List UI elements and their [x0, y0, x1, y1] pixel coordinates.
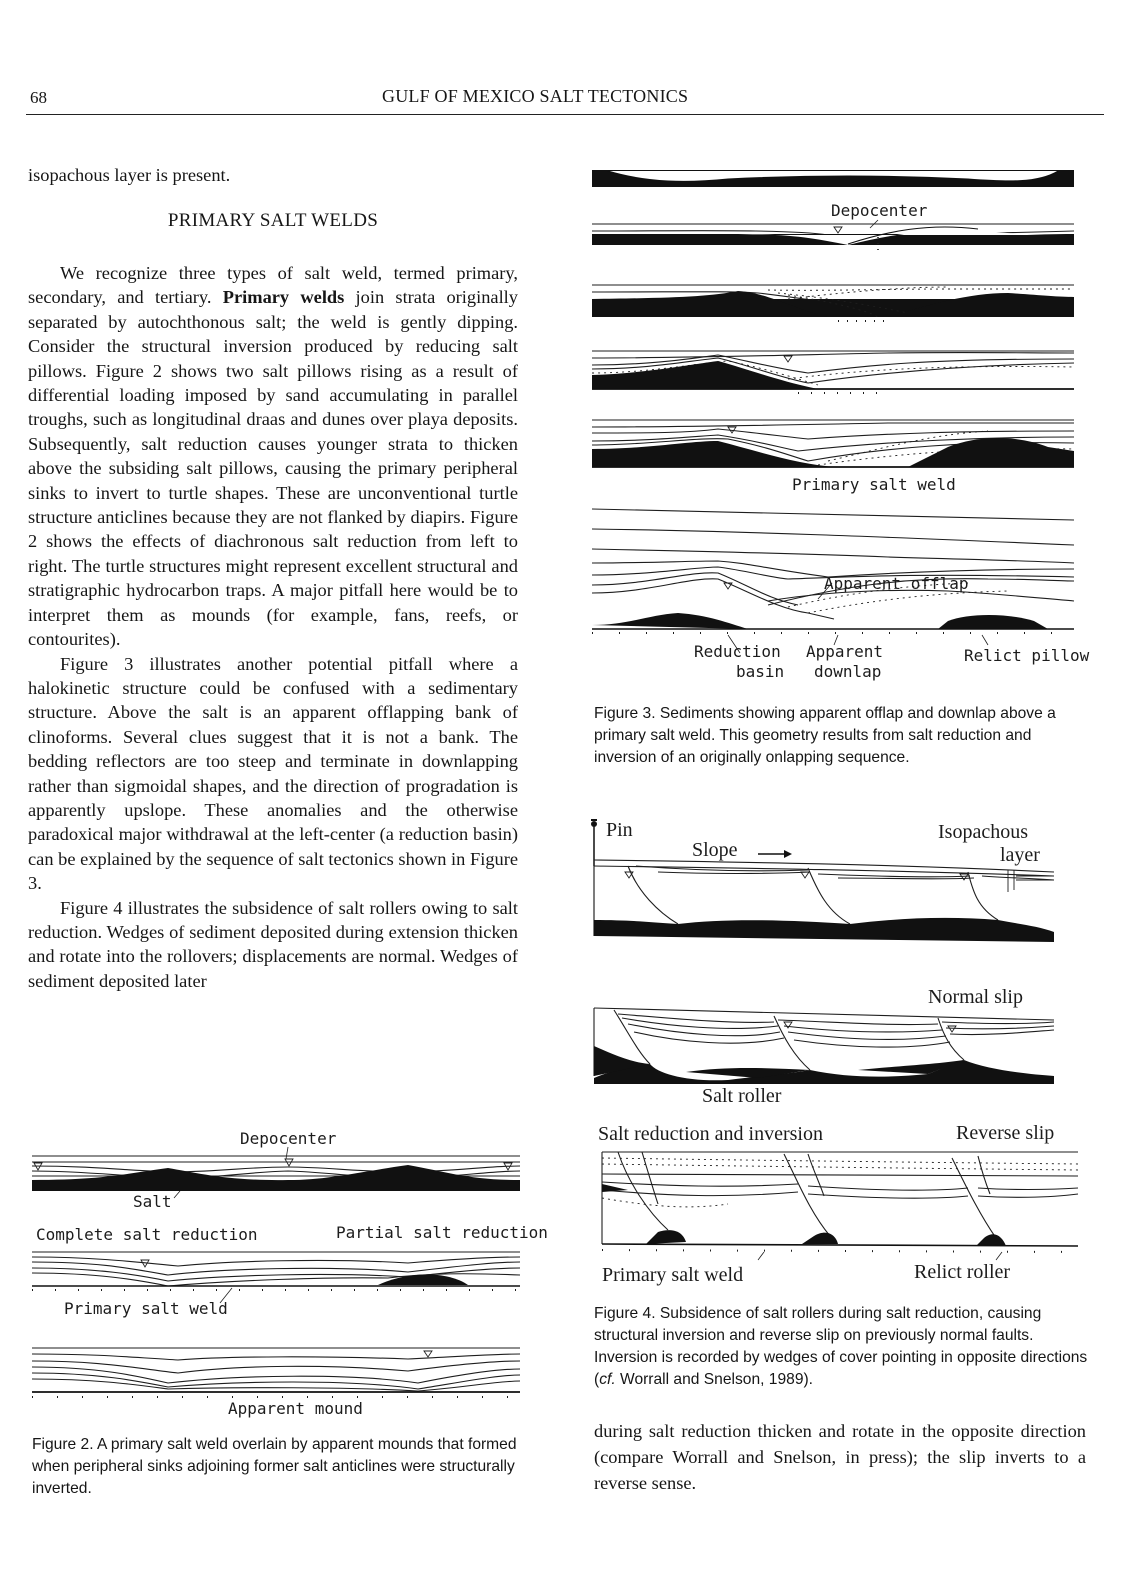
fig2-label-apparent-mound: Apparent mound: [228, 1399, 363, 1418]
fig2-panel-partial: [32, 1252, 520, 1290]
paragraph-primary-welds: [28, 261, 518, 652]
fig4-label-salt-reduction-inversion: Salt reduction and inversion: [598, 1123, 823, 1145]
fig4-label-primary-weld: Primary salt weld: [602, 1264, 744, 1286]
header-rule: [26, 114, 1104, 115]
fig2-label-depocenter: Depocenter: [240, 1129, 337, 1148]
fig4-caption-cf: cf.: [599, 1371, 616, 1388]
fig3-label-relict-pillow: Relict pillow: [964, 646, 1090, 665]
fig2-panel-initial: [32, 1156, 520, 1191]
figure2-diagram: [28, 1125, 548, 1425]
fig3-label-apparent-offlap: Apparent offlap: [824, 574, 969, 593]
fig2-label-complete-reduction: Complete salt reduction: [36, 1225, 258, 1244]
figure3-caption: Figure 3. Sediments showing apparent offlap and downlap above a primary salt weld. This geometry results from salt reduction and inversion of an originally onlapping sequence.: [594, 705, 1056, 766]
term-primary-welds: Primary welds: [222, 287, 345, 308]
slope-arrow-icon: [758, 850, 792, 858]
figure4-diagram: [588, 812, 1088, 1292]
fig3-panel-1: [592, 170, 1074, 187]
fig3-label-downlap: downlap: [814, 662, 882, 681]
running-title: GULF OF MEXICO SALT TECTONICS: [382, 86, 689, 106]
para1-rest: join strata originally separated by autochthonous salt; the weld is gently dipping. Consider the structural inversion produced by reducing salt pillows. Figure 2 shows two salt pillows rising as a result of differential loading imposed by sand accumulating in parallel troughs, such as longitudinal draas and dunes over playa deposits. Subsequently, salt reduction causes younger strata to thicken above the subsiding salt pillows, causing the primary peripheral sinks to invert to turtle shapes. These are unconventional turtle structure anticlines because they are not flanked by diapirs. Figure 2 shows the effects of diachronous salt reduction from left to right. The turtle structures might represent excellent structural and stratigraphic hydrocarbon traps. A major pitfall here would be to interpret them as mounds (for example, fans, reefs, or contourites).: [28, 287, 518, 650]
lead-text: isopachous layer is present.: [28, 165, 231, 185]
fig3-label-depocenter: Depocenter: [831, 201, 928, 220]
fig2-label-primary-weld: Primary salt weld: [64, 1299, 228, 1318]
fig3-label-reduction: Reduction: [694, 642, 781, 661]
section-heading: PRIMARY SALT WELDS: [167, 210, 379, 231]
fig4-caption-post: Worrall and Snelson, 1989).: [615, 1371, 814, 1388]
paragraph-figure3: Figure 3 illustrates another potential pitfall where a halokinetic structure could be confused with a sedimentary structure. Above the salt is an apparent offlapping bank of clinoforms. Several clues suggest that it is not a bank. The bedding reflectors are too steep and terminate in downlapping rather than sigmoidal shapes, and the direction of progradation is apparently upslope. These anomalies and the otherwise paradoxical major withdrawal at the left-center (a reduction basin) can be explained by the sequence of salt tectonics shown in Figure 3.: [28, 653, 518, 894]
fig4-label-normal-slip: Normal slip: [928, 986, 1023, 1008]
fig4-label-layer: layer: [1000, 844, 1040, 866]
left-column-body: [28, 261, 518, 993]
figure4-caption: [594, 1303, 1094, 1391]
fig3-panel-2: [592, 220, 1074, 255]
fig4-label-pin: Pin: [606, 819, 633, 841]
figure2-caption: Figure 2. A primary salt weld overlain by apparent mounds that formed when peripheral sinks adjoining former salt anticlines were structurally inverted.: [32, 1436, 517, 1497]
fig3-label-apparent: Apparent: [806, 642, 884, 661]
page-number: 68: [30, 88, 47, 107]
paragraph-figure4: Figure 4 illustrates the subsidence of salt rollers owing to salt reduction. Wedges of sediment deposited during extension thicken and rotate into the rollovers; displacements are normal. Wedges of sediment deposited later: [28, 897, 518, 991]
fig2-label-partial-reduction: Partial salt reduction: [336, 1223, 548, 1242]
fig4-panel-inversion: [602, 1152, 1078, 1260]
fig3-label-primary-weld: Primary salt weld: [792, 475, 956, 494]
fig4-caption-pre: Figure 4. Subsidence of salt rollers during salt reduction, causing structural inversion and reverse slip on previously normal faults. Inversion is recorded by wedges of cover pointing in opposite directions (: [594, 1305, 1088, 1388]
fig4-panel-normal-slip: [594, 1008, 1054, 1084]
para1-intro: We recognize three types of salt weld, termed primary, secondary, and tertiary.: [28, 263, 518, 308]
figure3-diagram: [588, 165, 1090, 690]
fig4-label-relict-roller: Relict roller: [914, 1261, 1011, 1283]
fig3-panel-5: [592, 420, 1074, 467]
fig3-panel-4: [592, 351, 1074, 393]
fig2-label-salt: Salt: [133, 1192, 172, 1211]
fig4-label-isopachous: Isopachous: [938, 821, 1028, 843]
right-column-tail-text: during salt reduction thicken and rotate in the opposite direction (compare Worrall and Snelson, in press); the slip inverts to a reverse sense.: [594, 1421, 1086, 1493]
fig4-label-slope: Slope: [692, 839, 738, 861]
fig2-panel-complete: [32, 1348, 520, 1397]
fig3-panel-3: [592, 285, 1074, 321]
fig4-label-salt-roller: Salt roller: [702, 1085, 782, 1107]
fig3-label-basin: basin: [736, 662, 785, 681]
fig4-label-reverse-slip: Reverse slip: [956, 1122, 1055, 1144]
